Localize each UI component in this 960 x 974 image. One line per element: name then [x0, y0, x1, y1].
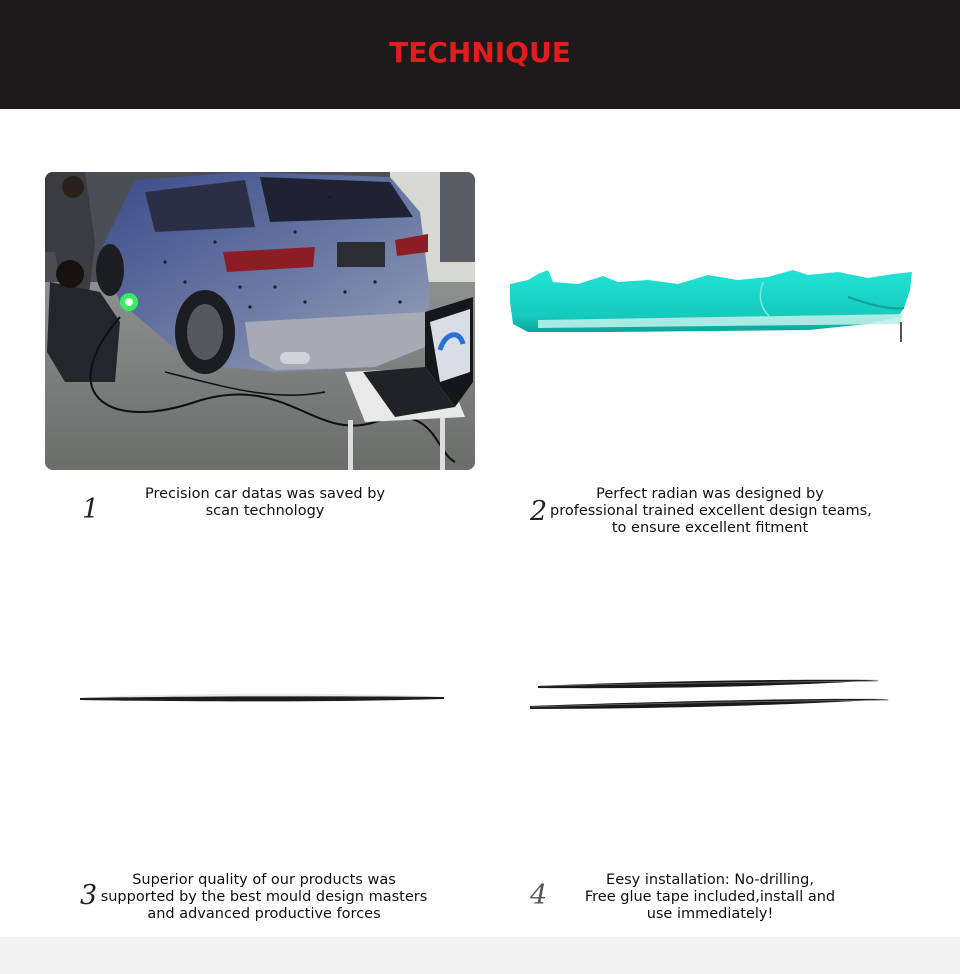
step-3-line-2: supported by the best mould design masters	[100, 889, 428, 905]
step-1-line-1: Precision car datas was saved by	[144, 486, 385, 502]
step-3-line-1: Superior quality of our products was	[132, 872, 396, 888]
footer-band	[0, 937, 960, 974]
step-2-line-1: Perfect radian was designed by	[596, 486, 824, 502]
page-title: TECHNIQUE	[389, 36, 571, 69]
step-1-number: 1	[82, 494, 100, 525]
step-2-description	[550, 486, 870, 537]
step-3-line-3: and advanced productive forces	[147, 906, 381, 922]
cad-side-skirt-model-icon	[508, 262, 914, 342]
step-2-number: 2	[530, 496, 548, 527]
step-4-line-3: use immediately!	[646, 906, 774, 922]
step-3-number: 3	[80, 880, 98, 911]
step-4-line-2: Free glue tape included,install and	[584, 889, 836, 905]
header-banner	[0, 0, 960, 109]
step-4-description	[580, 872, 840, 923]
single-side-skirt-icon	[78, 690, 446, 706]
pair-side-skirts-icon	[528, 676, 892, 714]
step-3-description	[100, 872, 428, 923]
step-4-line-1: Eesy installation: No-drilling,	[606, 872, 814, 888]
step-1-description	[120, 486, 410, 520]
step-1-line-2: scan technology	[205, 503, 325, 519]
step-2-line-3: to ensure excellent fitment	[611, 520, 809, 536]
car-scanning-photo-icon	[45, 172, 475, 470]
step-4-number: 4	[530, 880, 548, 911]
step-2-line-2: professional trained excellent design teams,	[550, 503, 872, 519]
